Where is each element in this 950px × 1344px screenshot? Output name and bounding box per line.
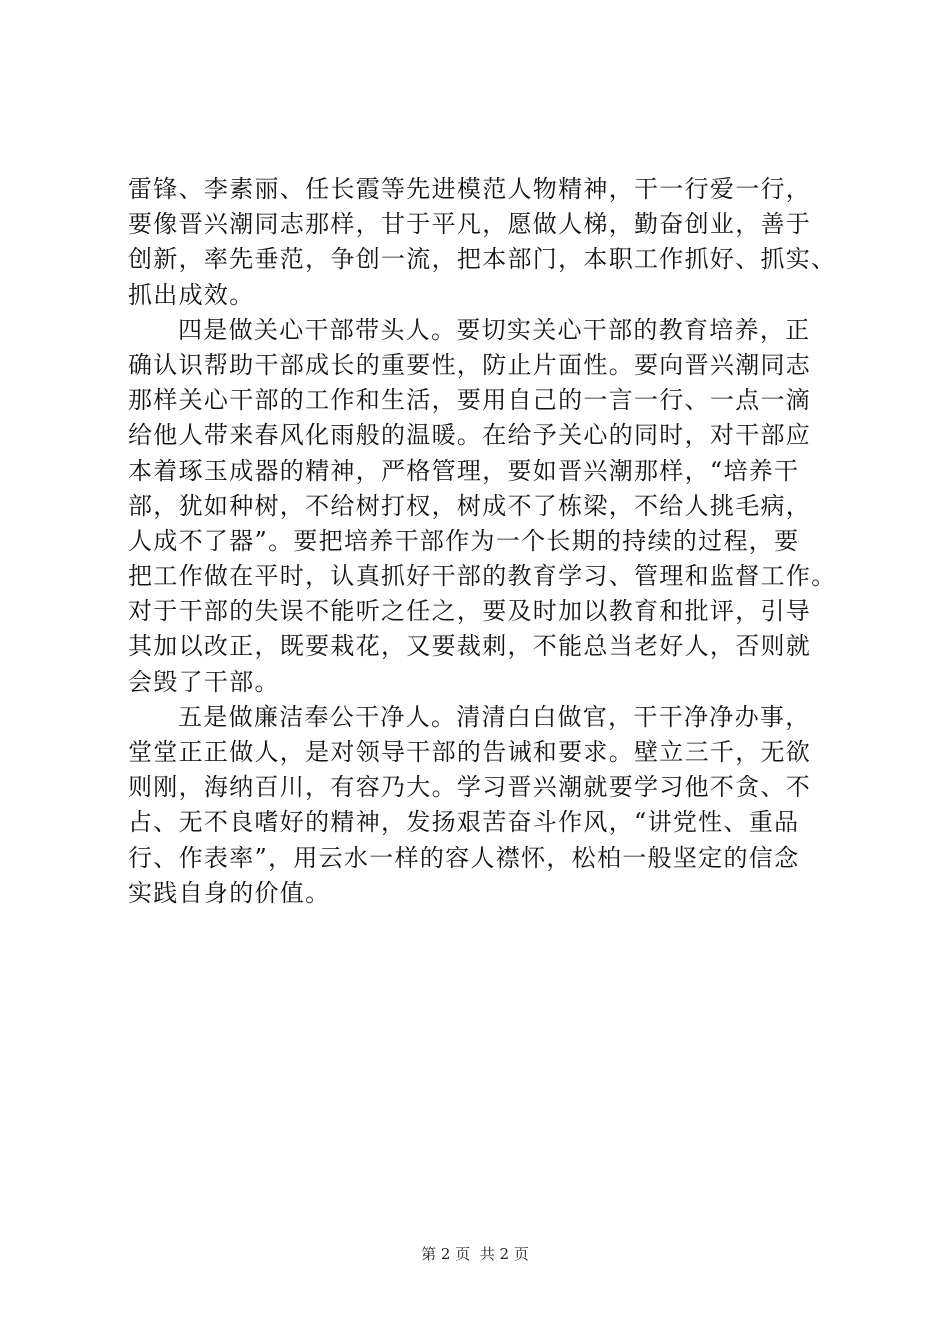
paragraph-line: 行、作表率”，用云水一样的容人襟怀，松柏一般坚定的信念 bbox=[128, 843, 800, 872]
paragraph-line: 实践自身的价值。 bbox=[128, 878, 331, 907]
paragraph-line: 会毁了干部。 bbox=[128, 667, 280, 696]
paragraph-line: 则刚，海纳百川，有容乃大。学习晋兴潮就要学习他不贪、不 bbox=[128, 773, 812, 802]
document-body bbox=[128, 172, 838, 911]
paragraph-line: 本着琢玉成器的精神，严格管理，要如晋兴潮那样，“培养干 bbox=[128, 456, 800, 485]
paragraph-line: 其加以改正，既要栽花，又要裁刺，不能总当老好人，否则就 bbox=[128, 632, 812, 661]
paragraph-line: 占、无不良嗜好的精神，发扬艰苦奋斗作风，“讲党性、重品 bbox=[128, 808, 800, 837]
paragraph-line: 抓出成效。 bbox=[128, 280, 255, 309]
paragraph-first-line: 五是做廉洁奉公干净人。清清白白做官，干干净净办事， bbox=[178, 702, 811, 731]
page-number: 第 2 页 共 2 页 bbox=[421, 1245, 529, 1263]
paragraph-line: 创新，率先垂范，争创一流，把本部门，本职工作抓好、抓实、 bbox=[128, 245, 837, 274]
paragraph-line: 那样关心干部的工作和生活，要用自己的一言一行、一点一滴 bbox=[128, 386, 812, 415]
paragraph-1 bbox=[128, 172, 838, 313]
paragraph-line: 对于干部的失误不能听之任之，要及时加以教育和批评，引导 bbox=[128, 597, 812, 626]
paragraph-line: 确认识帮助干部成长的重要性，防止片面性。要向晋兴潮同志 bbox=[128, 350, 812, 379]
paragraph-2 bbox=[128, 313, 838, 700]
paragraph-line: 部，犹如种树，不给树打杈，树成不了栋梁，不给人挑毛病， bbox=[128, 491, 812, 520]
paragraph-line: 要像晋兴潮同志那样，甘于平凡，愿做人梯，勤奋创业，善于 bbox=[128, 210, 812, 239]
page-footer bbox=[0, 1244, 950, 1264]
paragraph-line: 人成不了器”。要把培养干部作为一个长期的持续的过程，要 bbox=[128, 526, 800, 555]
paragraph-line: 雷锋、李素丽、任长霞等先进模范人物精神，干一行爱一行， bbox=[128, 175, 812, 203]
paragraph-first-line: 四是做关心干部带头人。要切实关心干部的教育培养，正 bbox=[178, 315, 811, 344]
paragraph-line: 把工作做在平时，认真抓好干部的教育学习、管理和监督工作。 bbox=[128, 562, 837, 591]
paragraph-3 bbox=[128, 700, 838, 911]
paragraph-line: 堂堂正正做人，是对领导干部的告诫和要求。壁立三千，无欲 bbox=[128, 738, 812, 766]
paragraph-line: 给他人带来春风化雨般的温暖。在给予关心的同时，对干部应 bbox=[128, 421, 812, 450]
